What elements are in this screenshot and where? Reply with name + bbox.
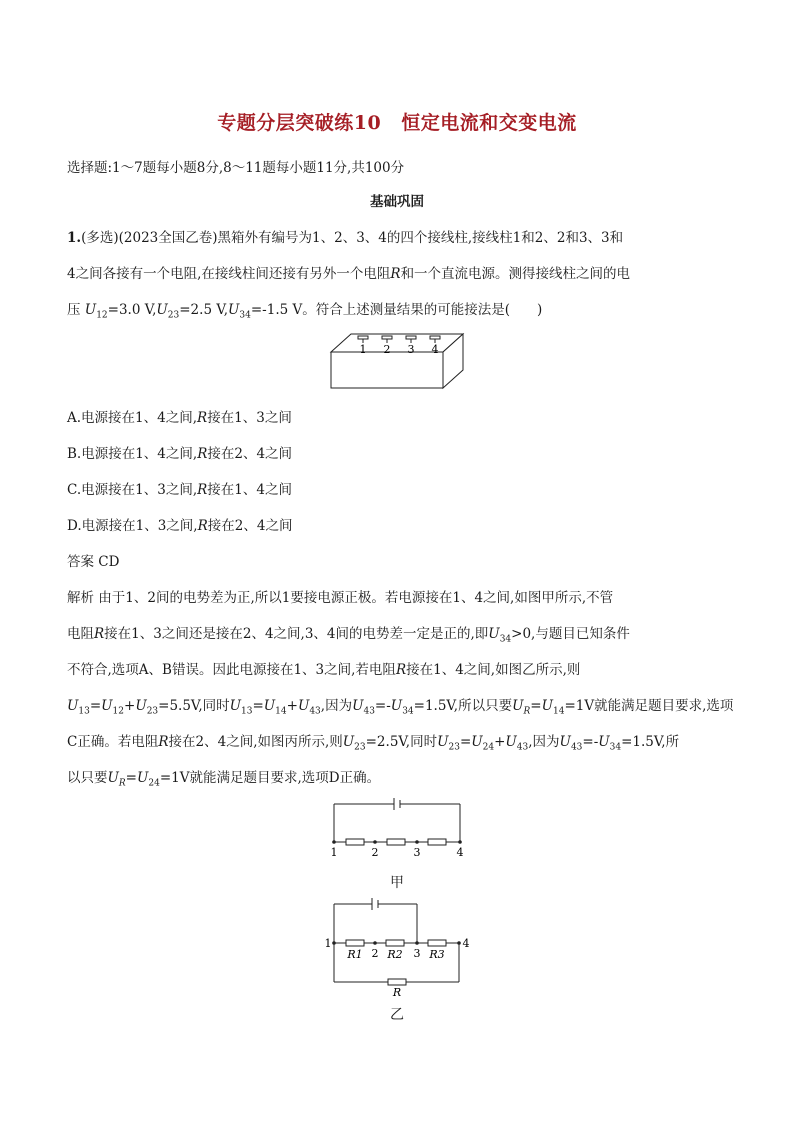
intro-text: 选择题:1～7题每小题8分,8～11题每小题11分,共100分 bbox=[67, 160, 405, 176]
analysis-line-4: $U_{13}=U_{12}+U_{23}=5.5V$,同时$U_{13}=U_{14}+U_{43}$,因为$U_{43}=-U_{34}=1.5V$,所以只要$U_R=U_{14}=1V$就能满足题目要求,选项 bbox=[67, 698, 734, 717]
label-r3: R3 bbox=[429, 948, 445, 961]
box-label-4: 4 bbox=[431, 343, 439, 356]
node-label-2: 2 bbox=[371, 846, 379, 859]
label-r: R bbox=[392, 986, 402, 999]
node-label-1: 1 bbox=[330, 846, 338, 859]
answer-text: 答案 CD bbox=[67, 554, 120, 570]
label-r1: R1 bbox=[347, 948, 363, 961]
resistor-r2 bbox=[386, 940, 404, 946]
resistor-1 bbox=[346, 839, 364, 845]
resistor-r bbox=[388, 979, 406, 985]
circuit-jia bbox=[320, 796, 480, 862]
option-a: A.电源接在1、4之间,R接在1、3之间 bbox=[67, 410, 292, 426]
black-box-figure bbox=[328, 330, 468, 392]
box-label-1: 1 bbox=[359, 343, 367, 356]
analysis-line-2: 电阻R接在1、3之间还是接在2、4之间,3、4间的电势差一定是正的,即$U_{34}>0$,与题目已知条件 bbox=[67, 626, 630, 645]
box-label-3: 3 bbox=[407, 343, 415, 356]
node-label-4: 4 bbox=[456, 846, 464, 859]
resistor-r1 bbox=[346, 940, 364, 946]
node-label-4: 4 bbox=[462, 937, 470, 950]
section-heading: 基础巩固 bbox=[370, 194, 424, 210]
node-label-3: 3 bbox=[413, 846, 421, 859]
analysis-line-3: 不符合,选项A、B错误。因此电源接在1、3之间,若电阻R接在1、4之间,如图乙所示,则 bbox=[67, 662, 581, 678]
label-r2: R2 bbox=[387, 948, 403, 961]
resistor-r3 bbox=[428, 940, 446, 946]
node-label-2: 2 bbox=[371, 947, 379, 960]
question-line-2: 4之间各接有一个电阻,在接线柱间还接有另外一个电阻R和一个直流电源。测得接线柱之间的电 bbox=[67, 266, 631, 282]
question-line-3: 压 $U_{12}=3.0$ $V,U_{23}=2.5$ $V,U_{34}=-1.5$ V。符合上述测量结果的可能接法是( ) bbox=[67, 302, 543, 321]
resistor-3 bbox=[428, 839, 446, 845]
node-label-1: 1 bbox=[324, 937, 332, 950]
analysis-line-6: 以只要$U_R=U_{24}=1V$就能满足题目要求,选项D正确。 bbox=[67, 770, 381, 789]
analysis-line-1: 解析 由于1、2间的电势差为正,所以1要接电源正极。若电源接在1、4之间,如图甲所示,不管 bbox=[67, 590, 614, 606]
resistor-2 bbox=[387, 839, 405, 845]
circuit-yi bbox=[318, 894, 480, 1002]
page-title: 专题分层突破练10 恒定电流和交变电流 bbox=[217, 112, 577, 134]
node-label-3: 3 bbox=[413, 947, 421, 960]
analysis-line-5: C正确。若电阻R接在2、4之间,如图丙所示,则$U_{23}=2.5V$,同时$U_{23}=U_{24}+U_{43}$,因为$U_{43}=-U_{34}=1.5V$,所 bbox=[67, 734, 680, 753]
option-d: D.电源接在1、3之间,R接在2、4之间 bbox=[67, 518, 293, 534]
option-c: C.电源接在1、3之间,R接在1、4之间 bbox=[67, 482, 292, 498]
option-b: B.电源接在1、4之间,R接在2、4之间 bbox=[67, 446, 293, 462]
box-label-2: 2 bbox=[383, 343, 391, 356]
caption-yi: 乙 bbox=[390, 1007, 404, 1023]
caption-jia: 甲 bbox=[390, 875, 404, 891]
question-line-1: 1.(多选)(2023全国乙卷)黑箱外有编号为1、2、3、4的四个接线柱,接线柱1和2、2和3、3和 bbox=[67, 230, 624, 246]
